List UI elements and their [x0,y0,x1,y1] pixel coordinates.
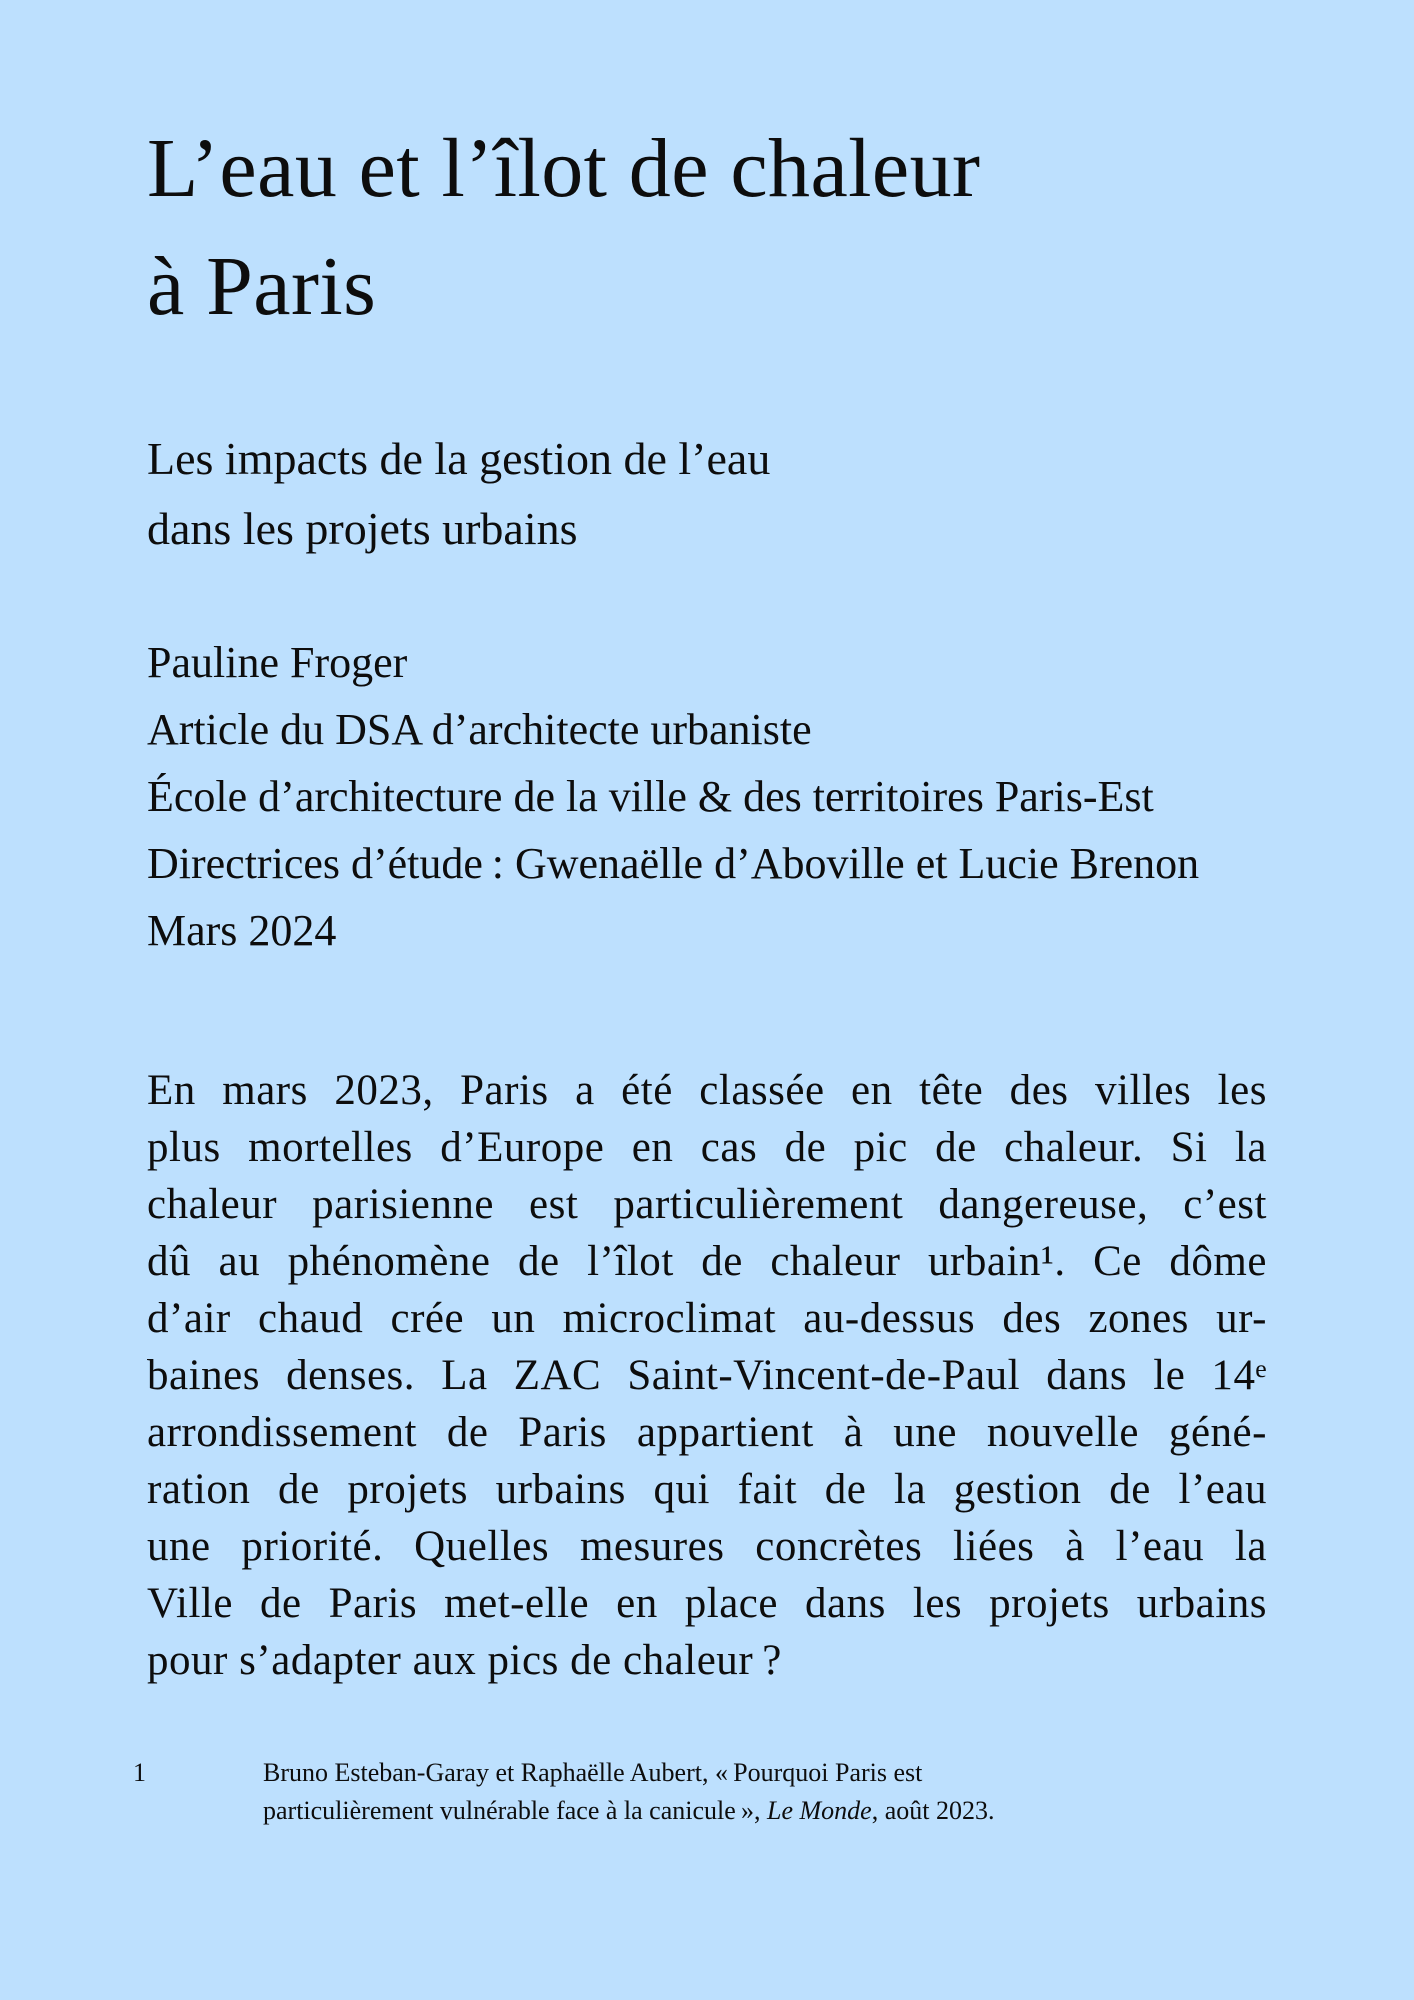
subtitle-line-1: Les impacts de la gestion de l’eau [147,433,771,484]
article-type: Article du DSA d’architecte urbaniste [147,705,812,754]
body-line: baines denses. La ZAC Saint-Vincent-de-Paul dans le 14ᵉ [147,1352,1267,1399]
author-name: Pauline Froger [147,638,408,687]
body-line: chaleur parisienne est particulièrement dangereuse, c’est [147,1181,1267,1228]
school-name: École d’architecture de la ville & des territoires Paris-Est [147,772,1154,821]
page-title [147,110,1367,346]
journal-name: Le Monde [766,1796,872,1825]
body-line: dû au phénomène de l’îlot de chaleur urbain¹. Ce dôme [147,1238,1267,1285]
body-line: arrondissement de Paris appartient à une nouvelle géné- [147,1409,1267,1456]
author-block [147,629,1327,964]
body-line: Ville de Paris met-elle en place dans les projets urbains [147,1580,1267,1627]
footnote-number: 1 [133,1758,146,1787]
subtitle-line-2: dans les projets urbains [147,503,578,554]
body-paragraph [147,1062,1267,1689]
title-line-2: à Paris [147,240,377,333]
body-line: plus mortelles d’Europe en cas de pic de chaleur. Si la [147,1124,1267,1171]
footnote-line-2 [263,1792,1203,1830]
publication-date: Mars 2024 [147,906,337,955]
body-line: une priorité. Quelles mesures concrètes liées à l’eau la [147,1523,1267,1570]
footnote-text [263,1754,1203,1830]
title-line-1: L’eau et l’îlot de chaleur [147,122,981,215]
footnote-line-2-suffix: , août 2023. [871,1796,995,1825]
body-line: d’air chaud crée un microclimat au-dessus des zones ur- [147,1295,1267,1342]
footnote-line-1: Bruno Esteban-Garay et Raphaëlle Aubert, « Pourquoi Paris est [263,1758,923,1787]
study-directors: Directrices d’étude : Gwenaëlle d’Aboville et Lucie Brenon [147,839,1200,888]
footnote-line-2-prefix: particulièrement vulnérable face à la canicule », [263,1796,767,1825]
body-line: ration de projets urbains qui fait de la gestion de l’eau [147,1466,1267,1513]
body-line: En mars 2023, Paris a été classée en tête des villes les [147,1067,1267,1114]
page-subtitle [147,424,1267,564]
body-line: pour s’adapter aux pics de chaleur ? [147,1637,782,1684]
